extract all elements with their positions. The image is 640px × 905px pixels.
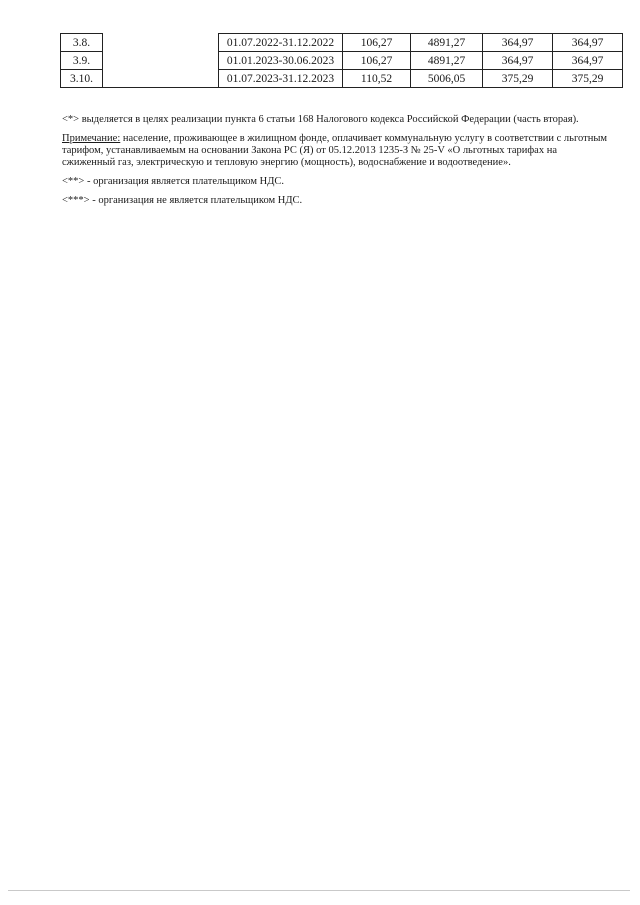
value-cell: 375,29 [553, 70, 623, 88]
footnote-vat-payer: <**> - организация является плательщиком НДС. [62, 176, 284, 187]
value-cell: 106,27 [343, 52, 411, 70]
blank-cell [103, 52, 219, 70]
scan-edge-line [8, 890, 630, 891]
table-row [61, 52, 623, 70]
table-row [61, 70, 623, 88]
row-number: 3.10. [61, 70, 103, 88]
blank-cell [103, 34, 219, 52]
value-cell: 4891,27 [411, 52, 483, 70]
period-cell: 01.07.2023-31.12.2023 [219, 70, 343, 88]
value-cell: 4891,27 [411, 34, 483, 52]
remark-label: Примечание: [62, 133, 121, 144]
value-cell: 364,97 [553, 52, 623, 70]
row-number: 3.9. [61, 52, 103, 70]
tariff-table [60, 33, 623, 88]
blank-cell [103, 70, 219, 88]
notes-section [62, 114, 610, 214]
footnote-vat-purpose: <*> выделяется в целях реализации пункта 6 статьи 168 Налогового кодекса Российской Федерации (часть вторая). [62, 114, 579, 125]
value-cell: 5006,05 [411, 70, 483, 88]
value-cell: 106,27 [343, 34, 411, 52]
row-number: 3.8. [61, 34, 103, 52]
period-cell: 01.01.2023-30.06.2023 [219, 52, 343, 70]
value-cell: 110,52 [343, 70, 411, 88]
remark-paragraph [62, 133, 610, 169]
value-cell: 364,97 [553, 34, 623, 52]
value-cell: 364,97 [483, 52, 553, 70]
value-cell: 364,97 [483, 34, 553, 52]
value-cell: 375,29 [483, 70, 553, 88]
footnote-non-vat-payer: <***> - организация не является плательщиком НДС. [62, 195, 303, 206]
table-row [61, 34, 623, 52]
remark-text: население, проживающее в жилищном фонде, оплачивает коммунальную услугу в соответствии с льготным тарифом, устанавливаемым на основании Закона РС (Я) от 05.12.2013 1235-З № 25-V «О льготных тарифах на сжиженный газ, электрическую и тепловую энергию (мощность), водоснабжение и водоотведение». [62, 133, 608, 168]
period-cell: 01.07.2022-31.12.2022 [219, 34, 343, 52]
